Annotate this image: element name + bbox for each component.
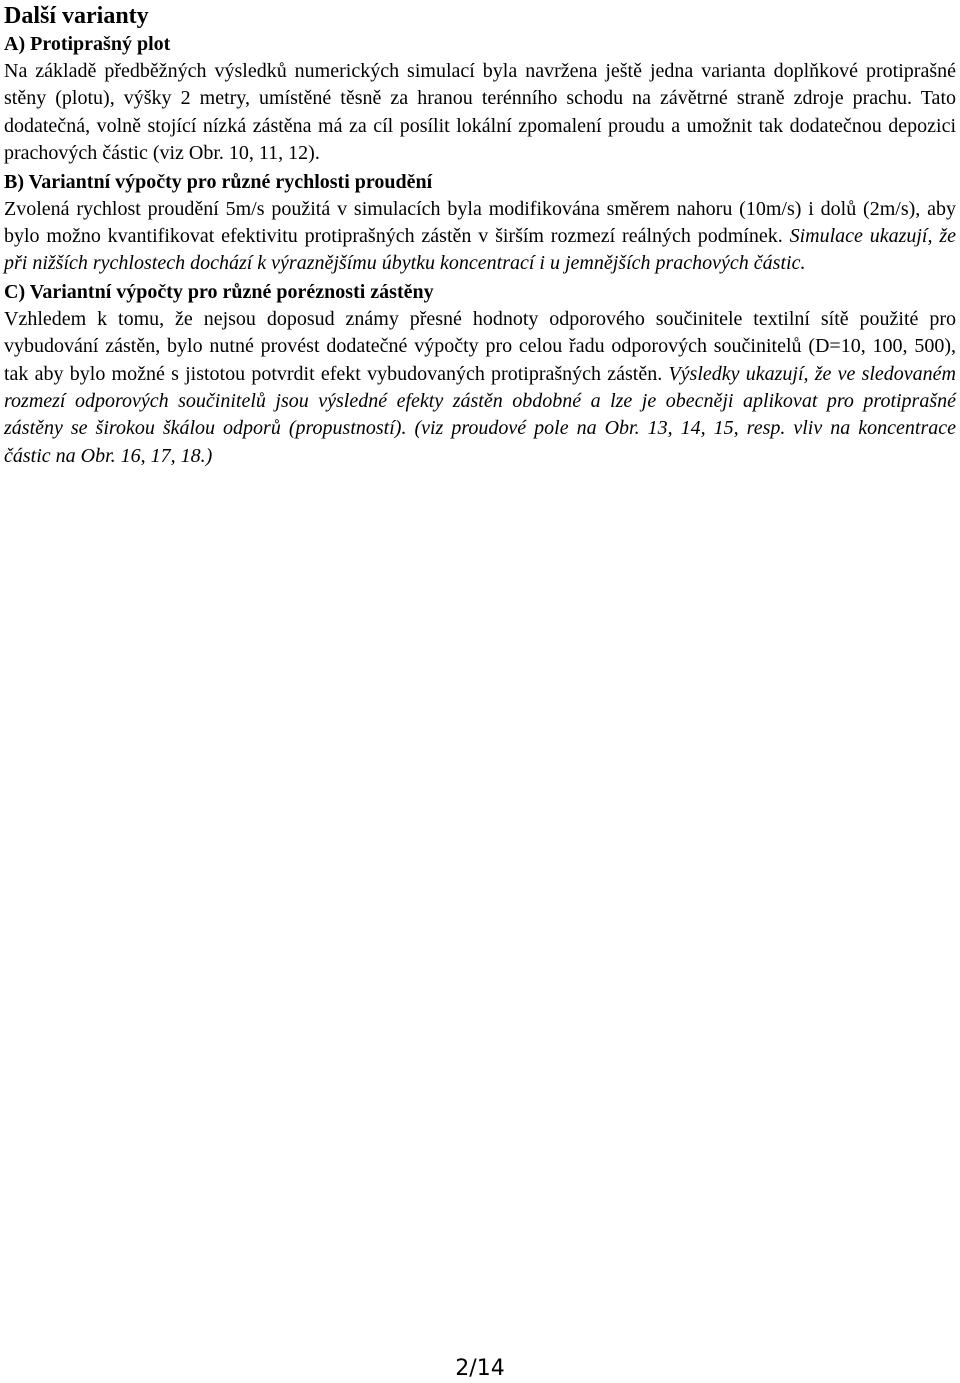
section-b — [4, 168, 956, 278]
section-b-paragraph — [4, 196, 956, 278]
section-b-text: Zvolená rychlost proudění 5m/s použitá v simulacích byla modifikována směrem nahoru (10m/s) i dolů (2m/s), aby bylo možno kvantifikovat efektivitu protiprašných zástěn v širším rozmezí reálných podmínek. — [4, 197, 956, 248]
section-a — [4, 30, 956, 168]
section-a-heading: A) Protiprašný plot — [4, 33, 171, 55]
page-title: Další varianty — [4, 3, 149, 29]
section-c — [4, 278, 956, 470]
page-number: 2/14 — [455, 1356, 505, 1381]
section-c-paragraph — [4, 306, 956, 470]
section-c-heading: C) Variantní výpočty pro různé poréznosti zástěny — [4, 280, 434, 303]
section-a-paragraph — [4, 58, 956, 168]
section-b-heading: B) Variantní výpočty pro různé rychlosti proudění — [4, 170, 433, 193]
section-b-italic-text: Simulace ukazují, že při nižších rychlostech dochází k výraznějšímu úbytku koncentrací i u jemnějších prachových částic. — [4, 225, 956, 275]
section-c-text: Vzhledem k tomu, že nejsou doposud známy přesné hodnoty odporového součinitele textilní sítě použité pro vybudování zástěn, bylo nutné provést dodatečné výpočty pro celou řadu odporových součinitelů (D=10, 100, 500), tak aby bylo možné s jistotou potvrdit efekt vybudovaných protiprašných zástěn. — [4, 307, 956, 385]
section-c-italic-text: Výsledky ukazují, že ve sledovaném rozmezí odporových součinitelů jsou výsledné efekty zástěn obdobné a lze je obecněji aplikovat pro protiprašné zástěny se širokou škálou odporů (propustností). (viz proudové pole na Obr. 13, 14, 15, resp. vliv na koncentrace částic na Obr. 16, 17, 18.) — [4, 362, 957, 467]
section-a-text: Na základě předběžných výsledků numerických simulací byla navržena ještě jedna varianta doplňkové protiprašné stěny (plotu), výšky 2 metry, umístěné těsně za hranou terénního schodu na závětrné straně zdroje prachu. Tato dodatečná, volně stojící nízká zástěna má za cíl posílit lokální zpomalení proudu a umožnit tak dodatečnou depozici prachových částic (viz Obr. 10, 11, 12). — [4, 60, 956, 165]
document-body — [4, 0, 956, 470]
